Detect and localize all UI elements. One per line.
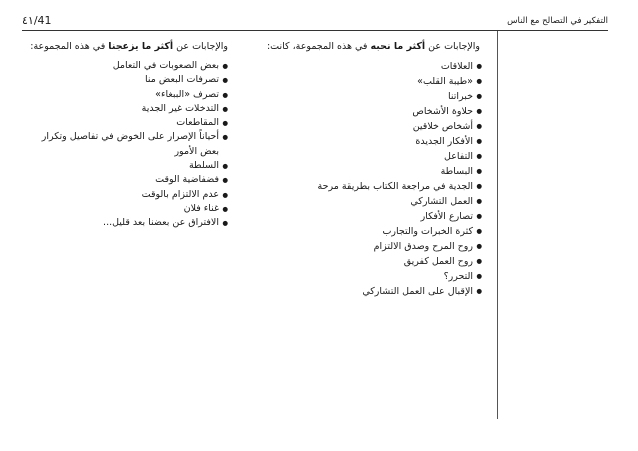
likes-intro-start: والإجابات عن <box>425 41 480 52</box>
likes-list-item: ● العمل التشاركي <box>252 194 482 209</box>
page-header <box>22 8 608 31</box>
likes-list-item: ● أشخاص خلاقين <box>252 119 482 134</box>
likes-list-item: ● «طيبة القلب» <box>252 74 482 89</box>
likes-intro-emphasis: أكثر ما نحبه <box>370 41 426 52</box>
dislikes-list-item: ● تصرف «الببغاء» <box>28 88 228 102</box>
likes-intro <box>252 40 480 54</box>
dislikes-intro-start: والإجابات عن <box>173 41 228 52</box>
dislikes-list-item: ● فضفاضية الوقت <box>28 173 228 187</box>
likes-list <box>252 59 482 299</box>
dislikes-list-item: ● الافتراق عن بعضنا بعد قليل... <box>28 216 228 230</box>
dislikes-list <box>28 59 228 231</box>
likes-list-item: ● العلاقات <box>252 59 482 74</box>
likes-list-item: ● الجدية في مراجعة الكتاب بطريقة مرحة <box>252 179 482 194</box>
likes-list-item: ● الأفكار الجديدة <box>252 134 482 149</box>
dislikes-intro-emphasis: أكثر ما يزعجنا <box>108 41 174 52</box>
margin-rule <box>497 31 498 419</box>
dislikes-list-item: ● المقاطعات <box>28 116 228 130</box>
dislikes-intro <box>28 40 228 54</box>
likes-list-item: ● البساطة <box>252 164 482 179</box>
likes-list-item: ● روح المرح وصدق الالتزام <box>252 239 482 254</box>
dislikes-list-item: ● بعض الصعوبات في التعامل <box>28 59 228 73</box>
likes-intro-end: في هذه المجموعة، كانت: <box>266 41 371 52</box>
likes-list-item: ● روح العمل كفريق <box>252 254 482 269</box>
dislikes-list-item: ● التدخلات غير الجدية <box>28 102 228 116</box>
dislikes-list-item: ● السلطة <box>28 159 228 173</box>
dislikes-list-item: ● أحياناً الإصرار على الخوض في تفاصيل وتكرار بعض الأمور <box>28 130 228 159</box>
likes-list-item: ● التفاعل <box>252 149 482 164</box>
dislikes-intro-end: في هذه المجموعة: <box>30 41 109 52</box>
running-title: التفكير في التصالح مع الناس <box>507 16 608 26</box>
likes-list-item: ● الإقبال على العمل التشاركي <box>252 284 482 299</box>
page-number: ٤١/41 <box>22 14 52 27</box>
dislikes-list-item: ● غناء فلان <box>28 202 228 216</box>
likes-list-item: ● تصارع الأفكار <box>252 209 482 224</box>
likes-list-item: ● حلاوة الأشخاص <box>252 104 482 119</box>
likes-list-item: ● خبراتنا <box>252 89 482 104</box>
dislikes-section <box>28 40 228 231</box>
likes-list-item: ● كثرة الخبرات والتجارب <box>252 224 482 239</box>
likes-list-item: ● التحرر؟ <box>252 269 482 284</box>
dislikes-list-item: ● تصرفات البعض منا <box>28 73 228 87</box>
likes-section <box>252 40 482 299</box>
dislikes-list-item: ● عدم الالتزام بالوقت <box>28 188 228 202</box>
